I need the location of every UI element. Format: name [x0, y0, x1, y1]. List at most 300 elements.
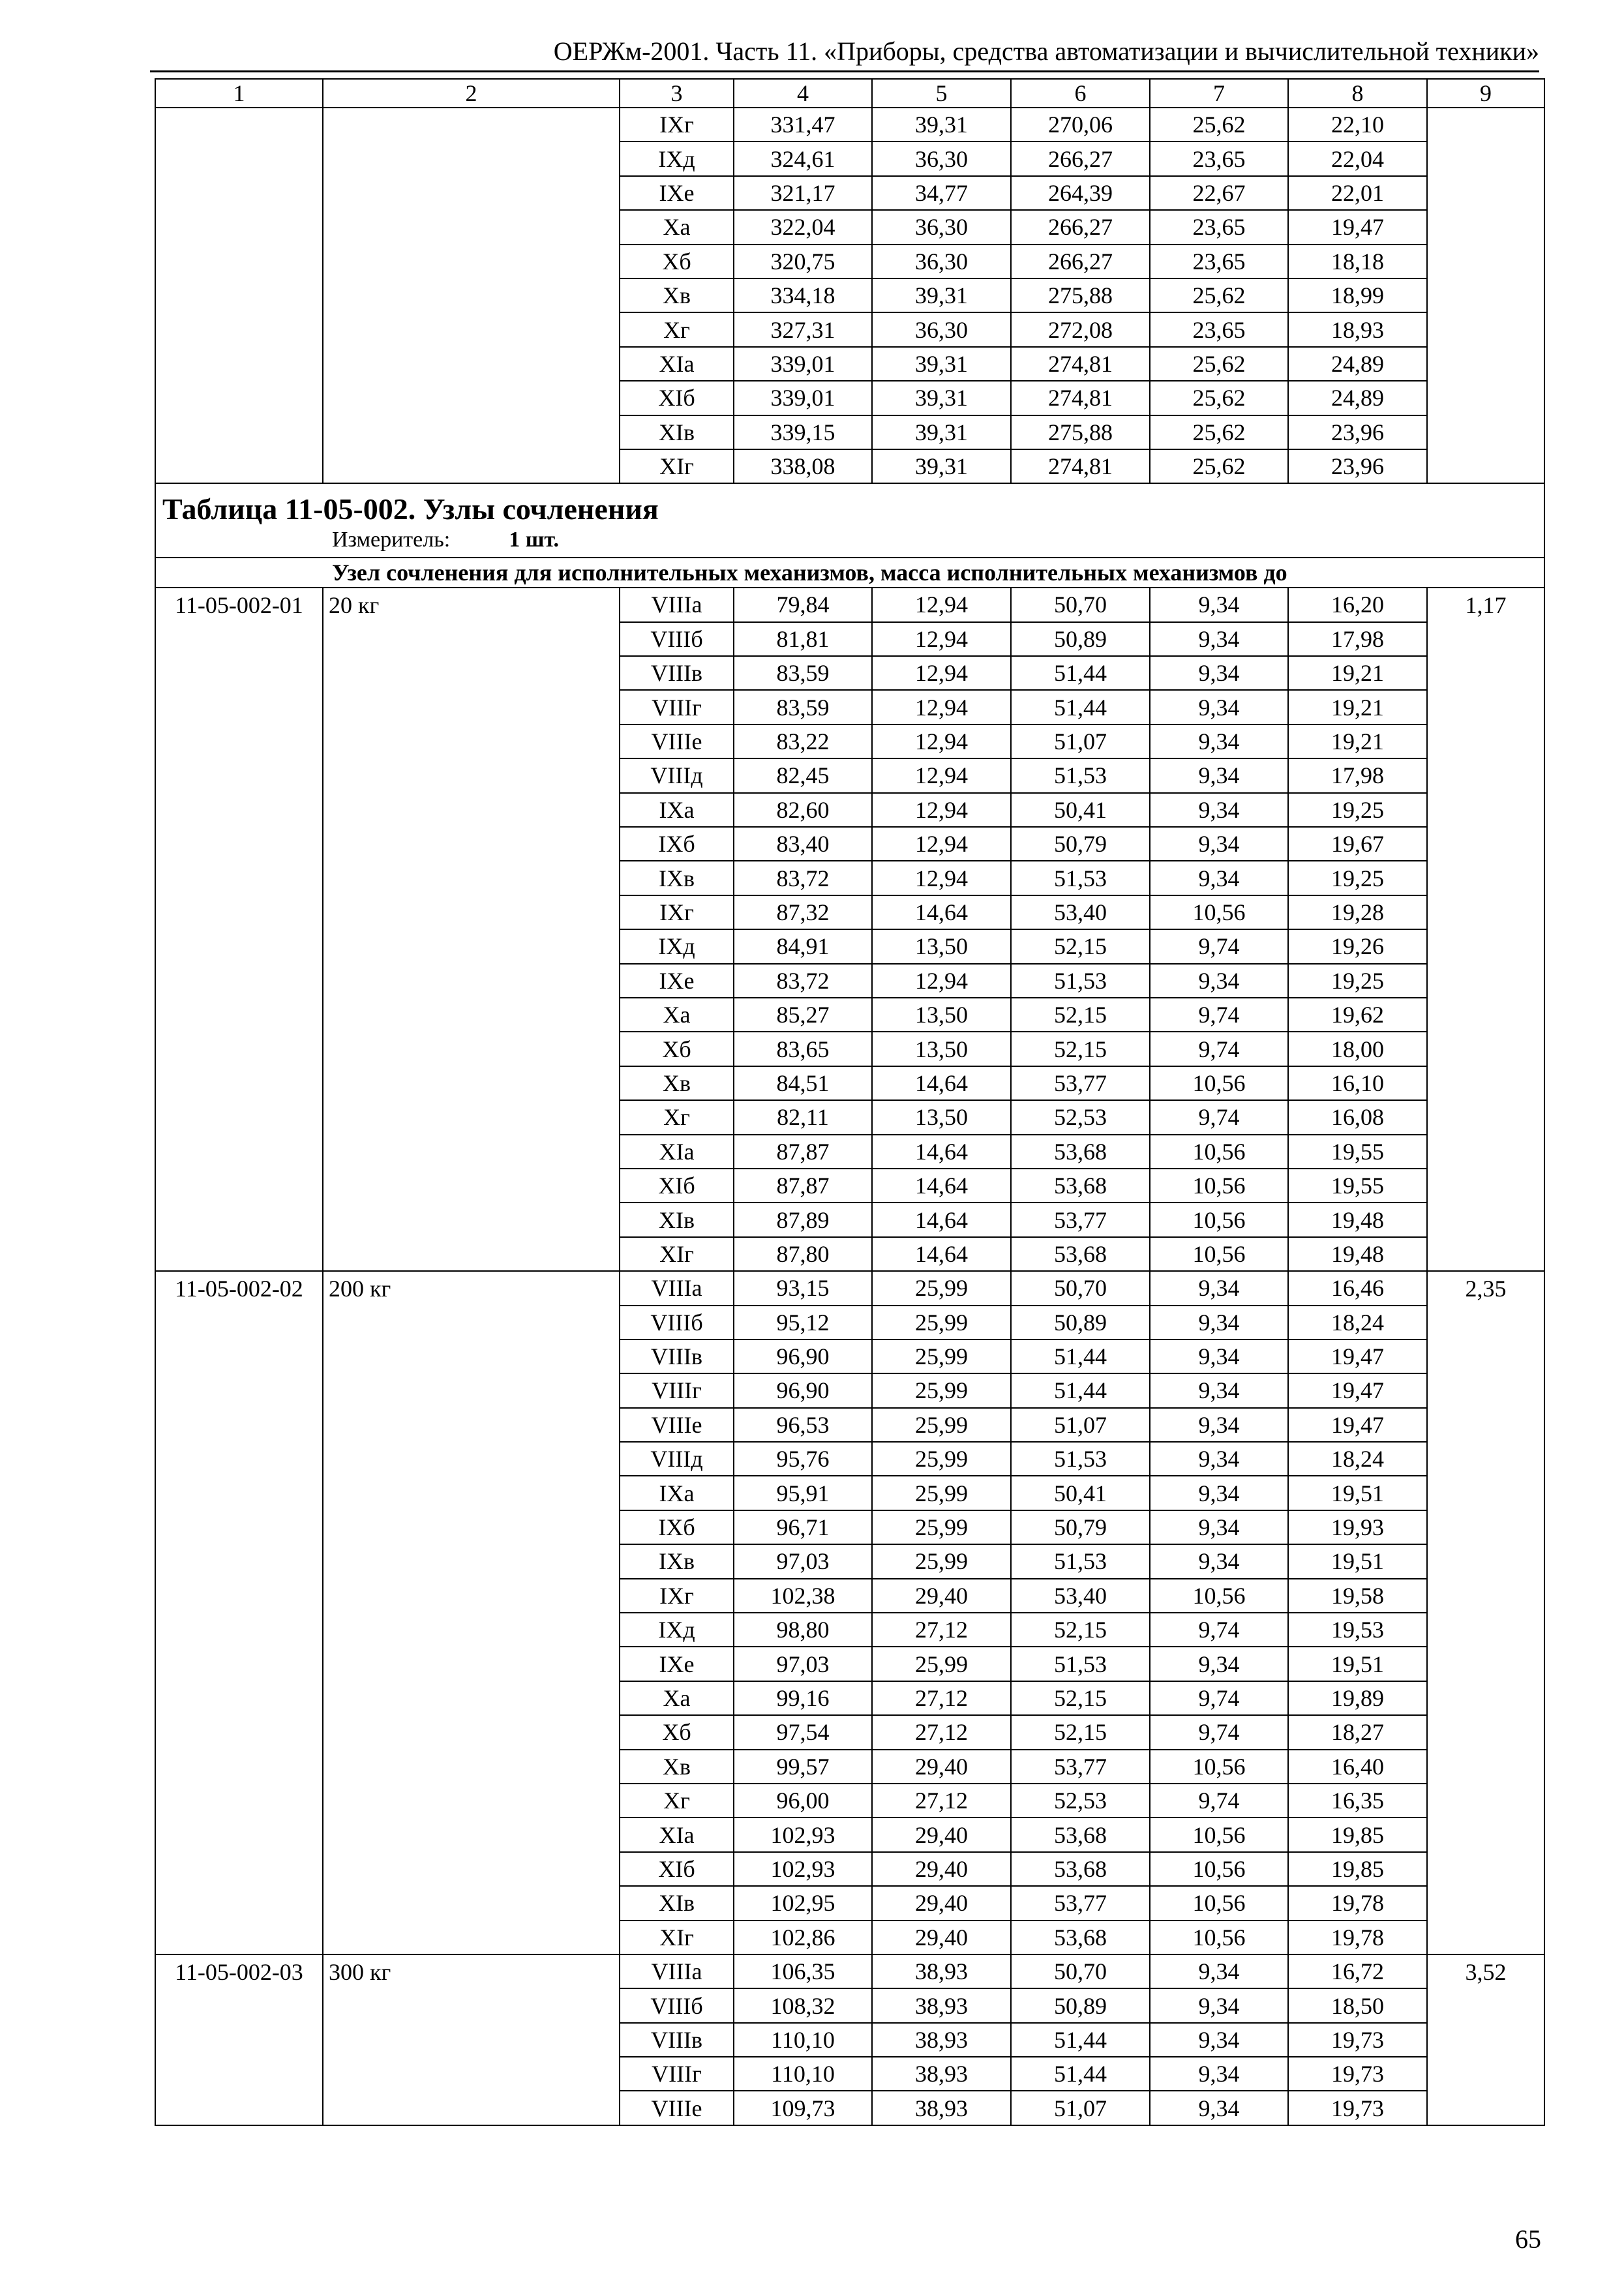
value-cell: 82,11	[734, 1100, 872, 1134]
code-cell: 11-05-002-01	[155, 588, 323, 1271]
value-cell: 38,93	[872, 2023, 1011, 2057]
value-cell: 25,99	[872, 1306, 1011, 1339]
value-cell: 9,34	[1150, 964, 1288, 998]
value-cell: 53,40	[1011, 895, 1150, 929]
value-cell: 327,31	[734, 312, 872, 346]
zone-cell: XIв	[620, 1886, 734, 1920]
value-cell: 50,70	[1011, 588, 1150, 621]
value-cell: 25,62	[1150, 347, 1288, 381]
zone-cell: VIIIв	[620, 656, 734, 690]
value-cell: 9,34	[1150, 2091, 1288, 2125]
page-number: 65	[1515, 2224, 1541, 2254]
value-cell: 23,96	[1288, 449, 1427, 483]
value-cell: 275,88	[1011, 415, 1150, 449]
value-cell: 36,30	[872, 142, 1011, 175]
value-cell: 18,18	[1288, 245, 1427, 278]
value-cell: 320,75	[734, 245, 872, 278]
value-cell: 38,93	[872, 2057, 1011, 2091]
zone-cell: XIв	[620, 415, 734, 449]
value-cell: 322,04	[734, 210, 872, 244]
meter-line	[156, 527, 1544, 557]
column-number: 3	[620, 79, 734, 108]
mass-cell: 1,17	[1427, 588, 1544, 1271]
table-row	[155, 108, 1544, 142]
value-cell: 50,70	[1011, 1954, 1150, 1988]
value-cell: 27,12	[872, 1784, 1011, 1818]
zone-cell: Xв	[620, 1750, 734, 1784]
value-cell: 10,56	[1150, 1750, 1288, 1784]
zone-cell: Xа	[620, 998, 734, 1032]
value-cell: 50,89	[1011, 1988, 1150, 2022]
value-cell: 25,99	[872, 1442, 1011, 1476]
value-cell: 324,61	[734, 142, 872, 175]
value-cell: 102,95	[734, 1886, 872, 1920]
zone-cell: XIб	[620, 381, 734, 415]
value-cell: 24,89	[1288, 381, 1427, 415]
value-cell: 13,50	[872, 1100, 1011, 1134]
value-cell: 25,99	[872, 1544, 1011, 1578]
value-cell: 82,60	[734, 793, 872, 827]
header-rule	[150, 70, 1539, 72]
value-cell: 9,74	[1150, 998, 1288, 1032]
value-cell: 109,73	[734, 2091, 872, 2125]
value-cell: 12,94	[872, 964, 1011, 998]
value-cell: 52,53	[1011, 1100, 1150, 1134]
value-cell: 12,94	[872, 793, 1011, 827]
value-cell: 96,71	[734, 1510, 872, 1544]
value-cell: 19,85	[1288, 1818, 1427, 1851]
value-cell: 19,78	[1288, 1921, 1427, 1954]
value-cell: 51,44	[1011, 690, 1150, 724]
value-cell: 9,34	[1150, 793, 1288, 827]
value-cell: 9,74	[1150, 1784, 1288, 1818]
table-title: Таблица 11-05-002. Узлы сочленения	[162, 492, 659, 526]
value-cell: 19,78	[1288, 1886, 1427, 1920]
value-cell: 266,27	[1011, 245, 1150, 278]
page-header: ОЕРЖм-2001. Часть 11. «Приборы, средства автоматизации и вычислительной техники»	[553, 37, 1539, 66]
value-cell: 19,93	[1288, 1510, 1427, 1544]
zone-cell: Xг	[620, 1784, 734, 1818]
zone-cell: IXг	[620, 895, 734, 929]
value-cell: 18,24	[1288, 1306, 1427, 1339]
zone-cell: VIIIа	[620, 1954, 734, 1988]
value-cell: 9,34	[1150, 588, 1288, 621]
zone-cell: Xг	[620, 1100, 734, 1134]
value-cell: 84,91	[734, 929, 872, 963]
value-cell: 102,38	[734, 1579, 872, 1613]
value-cell: 87,87	[734, 1135, 872, 1169]
value-cell: 19,48	[1288, 1237, 1427, 1271]
value-cell: 85,27	[734, 998, 872, 1032]
value-cell: 23,65	[1150, 210, 1288, 244]
value-cell: 339,01	[734, 347, 872, 381]
value-cell: 16,10	[1288, 1066, 1427, 1100]
column-number: 2	[323, 79, 620, 108]
value-cell: 9,34	[1150, 1954, 1288, 1988]
name-cell: 20 кг	[323, 588, 620, 1271]
value-cell: 102,86	[734, 1921, 872, 1954]
value-cell: 16,40	[1288, 1750, 1427, 1784]
value-cell: 18,00	[1288, 1032, 1427, 1066]
value-cell: 51,53	[1011, 1544, 1150, 1578]
zone-cell: VIIIг	[620, 1373, 734, 1407]
value-cell: 19,25	[1288, 793, 1427, 827]
value-cell: 9,34	[1150, 1544, 1288, 1578]
value-cell: 25,62	[1150, 108, 1288, 142]
value-cell: 270,06	[1011, 108, 1150, 142]
value-cell: 53,77	[1011, 1886, 1150, 1920]
value-cell: 51,44	[1011, 656, 1150, 690]
value-cell: 18,24	[1288, 1442, 1427, 1476]
value-cell: 93,15	[734, 1271, 872, 1305]
value-cell: 9,34	[1150, 690, 1288, 724]
value-cell: 19,53	[1288, 1613, 1427, 1647]
value-cell: 53,68	[1011, 1921, 1150, 1954]
zone-cell: XIб	[620, 1852, 734, 1886]
value-cell: 97,03	[734, 1544, 872, 1578]
value-cell: 9,34	[1150, 656, 1288, 690]
value-cell: 12,94	[872, 656, 1011, 690]
value-cell: 23,96	[1288, 415, 1427, 449]
value-cell: 50,79	[1011, 827, 1150, 861]
value-cell: 53,68	[1011, 1237, 1150, 1271]
value-cell: 9,74	[1150, 1032, 1288, 1066]
column-number: 4	[734, 79, 872, 108]
subheading-row	[155, 558, 1544, 588]
value-cell: 52,15	[1011, 1715, 1150, 1749]
value-cell: 9,34	[1150, 1339, 1288, 1373]
zone-cell: VIIIа	[620, 588, 734, 621]
value-cell: 19,21	[1288, 656, 1427, 690]
value-cell: 19,73	[1288, 2023, 1427, 2057]
value-cell: 52,15	[1011, 1032, 1150, 1066]
value-cell: 19,48	[1288, 1203, 1427, 1236]
value-cell: 10,56	[1150, 895, 1288, 929]
table-row	[155, 1271, 1544, 1305]
value-cell: 9,34	[1150, 2057, 1288, 2091]
table-row	[155, 1954, 1544, 1988]
value-cell: 321,17	[734, 176, 872, 210]
value-cell: 274,81	[1011, 347, 1150, 381]
value-cell: 9,34	[1150, 725, 1288, 758]
column-number: 7	[1150, 79, 1288, 108]
value-cell: 51,53	[1011, 861, 1150, 895]
value-cell: 13,50	[872, 1032, 1011, 1066]
value-cell: 9,74	[1150, 1715, 1288, 1749]
value-cell: 10,56	[1150, 1135, 1288, 1169]
value-cell: 10,56	[1150, 1169, 1288, 1203]
value-cell: 52,15	[1011, 929, 1150, 963]
zone-cell: VIIIд	[620, 758, 734, 792]
blank-mass-cell	[1427, 108, 1544, 483]
value-cell: 25,62	[1150, 415, 1288, 449]
value-cell: 25,99	[872, 1339, 1011, 1373]
value-cell: 36,30	[872, 245, 1011, 278]
value-cell: 19,67	[1288, 827, 1427, 861]
value-cell: 10,56	[1150, 1921, 1288, 1954]
value-cell: 9,34	[1150, 1373, 1288, 1407]
name-cell: 300 кг	[323, 1954, 620, 2125]
zone-cell: VIIIе	[620, 1408, 734, 1442]
value-cell: 9,34	[1150, 1271, 1288, 1305]
value-cell: 25,62	[1150, 278, 1288, 312]
zone-cell: VIIIа	[620, 1271, 734, 1305]
value-cell: 84,51	[734, 1066, 872, 1100]
zone-cell: VIIIе	[620, 2091, 734, 2125]
value-cell: 10,56	[1150, 1818, 1288, 1851]
value-cell: 38,93	[872, 1954, 1011, 1988]
value-cell: 274,81	[1011, 449, 1150, 483]
zone-cell: VIIIв	[620, 1339, 734, 1373]
value-cell: 81,81	[734, 622, 872, 656]
value-cell: 19,85	[1288, 1852, 1427, 1886]
value-cell: 18,99	[1288, 278, 1427, 312]
code-cell: 11-05-002-03	[155, 1954, 323, 2125]
zone-cell: XIа	[620, 347, 734, 381]
value-cell: 50,89	[1011, 1306, 1150, 1339]
value-cell: 19,73	[1288, 2057, 1427, 2091]
value-cell: 52,15	[1011, 1681, 1150, 1715]
value-cell: 13,50	[872, 929, 1011, 963]
value-cell: 18,50	[1288, 1988, 1427, 2022]
value-cell: 25,62	[1150, 381, 1288, 415]
value-cell: 9,34	[1150, 1306, 1288, 1339]
value-cell: 51,07	[1011, 2091, 1150, 2125]
value-cell: 9,34	[1150, 1510, 1288, 1544]
zone-cell: VIIIв	[620, 2023, 734, 2057]
table-body	[155, 79, 1544, 2125]
value-cell: 29,40	[872, 1921, 1011, 1954]
zone-cell: IXг	[620, 1579, 734, 1613]
zone-cell: IXа	[620, 793, 734, 827]
value-cell: 110,10	[734, 2023, 872, 2057]
value-cell: 19,47	[1288, 210, 1427, 244]
value-cell: 10,56	[1150, 1852, 1288, 1886]
value-cell: 96,90	[734, 1373, 872, 1407]
value-cell: 83,72	[734, 964, 872, 998]
value-cell: 99,16	[734, 1681, 872, 1715]
value-cell: 53,68	[1011, 1135, 1150, 1169]
value-cell: 272,08	[1011, 312, 1150, 346]
value-cell: 17,98	[1288, 622, 1427, 656]
column-number: 9	[1427, 79, 1544, 108]
value-cell: 9,34	[1150, 2023, 1288, 2057]
value-cell: 13,50	[872, 998, 1011, 1032]
value-cell: 19,73	[1288, 2091, 1427, 2125]
value-cell: 25,99	[872, 1647, 1011, 1681]
value-cell: 12,94	[872, 758, 1011, 792]
section-header	[155, 483, 1544, 558]
value-cell: 275,88	[1011, 278, 1150, 312]
value-cell: 12,94	[872, 861, 1011, 895]
column-number: 1	[155, 79, 323, 108]
value-cell: 27,12	[872, 1715, 1011, 1749]
value-cell: 264,39	[1011, 176, 1150, 210]
value-cell: 22,67	[1150, 176, 1288, 210]
column-number: 8	[1288, 79, 1427, 108]
value-cell: 19,25	[1288, 861, 1427, 895]
value-cell: 22,10	[1288, 108, 1427, 142]
zone-cell: XIг	[620, 1921, 734, 1954]
value-cell: 9,74	[1150, 1613, 1288, 1647]
value-cell: 29,40	[872, 1852, 1011, 1886]
mass-cell: 3,52	[1427, 1954, 1544, 2125]
value-cell: 266,27	[1011, 210, 1150, 244]
blank-code-cell	[155, 108, 323, 483]
value-cell: 9,34	[1150, 1442, 1288, 1476]
zone-cell: IXе	[620, 176, 734, 210]
value-cell: 12,94	[872, 690, 1011, 724]
value-cell: 12,94	[872, 827, 1011, 861]
value-cell: 83,72	[734, 861, 872, 895]
value-cell: 25,99	[872, 1373, 1011, 1407]
value-cell: 95,91	[734, 1476, 872, 1510]
value-cell: 22,04	[1288, 142, 1427, 175]
value-cell: 16,35	[1288, 1784, 1427, 1818]
value-cell: 9,34	[1150, 1988, 1288, 2022]
value-cell: 10,56	[1150, 1886, 1288, 1920]
value-cell: 14,64	[872, 1169, 1011, 1203]
value-cell: 23,65	[1150, 142, 1288, 175]
value-cell: 19,58	[1288, 1579, 1427, 1613]
zone-cell: VIIIб	[620, 622, 734, 656]
value-cell: 39,31	[872, 381, 1011, 415]
value-cell: 16,46	[1288, 1271, 1427, 1305]
column-number: 5	[872, 79, 1011, 108]
value-cell: 52,15	[1011, 1613, 1150, 1647]
zone-cell: Xа	[620, 210, 734, 244]
value-cell: 51,44	[1011, 2023, 1150, 2057]
zone-cell: XIв	[620, 1203, 734, 1236]
column-number-row	[155, 79, 1544, 108]
value-cell: 108,32	[734, 1988, 872, 2022]
value-cell: 83,40	[734, 827, 872, 861]
value-cell: 53,68	[1011, 1852, 1150, 1886]
zone-cell: VIIIб	[620, 1988, 734, 2022]
blank-name-cell	[323, 108, 620, 483]
value-cell: 51,53	[1011, 1647, 1150, 1681]
value-cell: 18,93	[1288, 312, 1427, 346]
value-cell: 53,77	[1011, 1066, 1150, 1100]
value-cell: 29,40	[872, 1886, 1011, 1920]
value-cell: 23,65	[1150, 312, 1288, 346]
value-cell: 52,15	[1011, 998, 1150, 1032]
value-cell: 83,65	[734, 1032, 872, 1066]
value-cell: 110,10	[734, 2057, 872, 2091]
value-cell: 27,12	[872, 1681, 1011, 1715]
zone-cell: VIIIд	[620, 1442, 734, 1476]
value-cell: 98,80	[734, 1613, 872, 1647]
meter-unit: 1 шт.	[509, 528, 560, 552]
value-cell: 19,21	[1288, 690, 1427, 724]
value-cell: 24,89	[1288, 347, 1427, 381]
value-cell: 39,31	[872, 449, 1011, 483]
code-cell: 11-05-002-02	[155, 1271, 323, 1954]
zone-cell: IXг	[620, 108, 734, 142]
value-cell: 102,93	[734, 1818, 872, 1851]
value-cell: 18,27	[1288, 1715, 1427, 1749]
value-cell: 53,68	[1011, 1169, 1150, 1203]
value-cell: 50,89	[1011, 622, 1150, 656]
value-cell: 19,62	[1288, 998, 1427, 1032]
zone-cell: IXе	[620, 1647, 734, 1681]
zone-cell: XIг	[620, 449, 734, 483]
value-cell: 39,31	[872, 278, 1011, 312]
value-cell: 16,08	[1288, 1100, 1427, 1134]
value-cell: 51,07	[1011, 725, 1150, 758]
value-cell: 266,27	[1011, 142, 1150, 175]
name-cell: 200 кг	[323, 1271, 620, 1954]
value-cell: 10,56	[1150, 1066, 1288, 1100]
zone-cell: VIIIе	[620, 725, 734, 758]
value-cell: 19,25	[1288, 964, 1427, 998]
value-cell: 9,34	[1150, 758, 1288, 792]
zone-cell: IXд	[620, 1613, 734, 1647]
value-cell: 274,81	[1011, 381, 1150, 415]
value-cell: 25,99	[872, 1271, 1011, 1305]
value-cell: 16,72	[1288, 1954, 1427, 1988]
zone-cell: Xб	[620, 1715, 734, 1749]
value-cell: 9,74	[1150, 1681, 1288, 1715]
value-cell: 339,01	[734, 381, 872, 415]
value-cell: 39,31	[872, 415, 1011, 449]
value-cell: 97,54	[734, 1715, 872, 1749]
value-cell: 51,53	[1011, 758, 1150, 792]
value-cell: 19,26	[1288, 929, 1427, 963]
value-cell: 83,59	[734, 656, 872, 690]
value-cell: 29,40	[872, 1818, 1011, 1851]
zone-cell: XIб	[620, 1169, 734, 1203]
value-cell: 17,98	[1288, 758, 1427, 792]
zone-cell: IXв	[620, 1544, 734, 1578]
value-cell: 338,08	[734, 449, 872, 483]
zone-cell: XIг	[620, 1237, 734, 1271]
zone-cell: VIIIг	[620, 2057, 734, 2091]
value-cell: 50,41	[1011, 1476, 1150, 1510]
value-cell: 79,84	[734, 588, 872, 621]
value-cell: 19,28	[1288, 895, 1427, 929]
zone-cell: IXе	[620, 964, 734, 998]
value-cell: 51,44	[1011, 1339, 1150, 1373]
zone-cell: IXв	[620, 861, 734, 895]
value-cell: 38,93	[872, 1988, 1011, 2022]
value-cell: 50,41	[1011, 793, 1150, 827]
value-cell: 51,53	[1011, 964, 1150, 998]
value-cell: 16,20	[1288, 588, 1427, 621]
value-cell: 19,47	[1288, 1373, 1427, 1407]
zone-cell: XIа	[620, 1135, 734, 1169]
value-cell: 96,53	[734, 1408, 872, 1442]
value-cell: 19,55	[1288, 1135, 1427, 1169]
value-cell: 25,99	[872, 1408, 1011, 1442]
value-cell: 34,77	[872, 176, 1011, 210]
value-cell: 12,94	[872, 622, 1011, 656]
value-cell: 19,21	[1288, 725, 1427, 758]
value-cell: 334,18	[734, 278, 872, 312]
value-cell: 14,64	[872, 1237, 1011, 1271]
value-cell: 83,59	[734, 690, 872, 724]
value-cell: 25,99	[872, 1510, 1011, 1544]
value-cell: 83,22	[734, 725, 872, 758]
value-cell: 331,47	[734, 108, 872, 142]
value-cell: 27,12	[872, 1613, 1011, 1647]
value-cell: 87,87	[734, 1169, 872, 1203]
value-cell: 9,34	[1150, 1647, 1288, 1681]
value-cell: 96,00	[734, 1784, 872, 1818]
value-cell: 9,34	[1150, 1408, 1288, 1442]
zone-cell: XIа	[620, 1818, 734, 1851]
zone-cell: Xб	[620, 1032, 734, 1066]
